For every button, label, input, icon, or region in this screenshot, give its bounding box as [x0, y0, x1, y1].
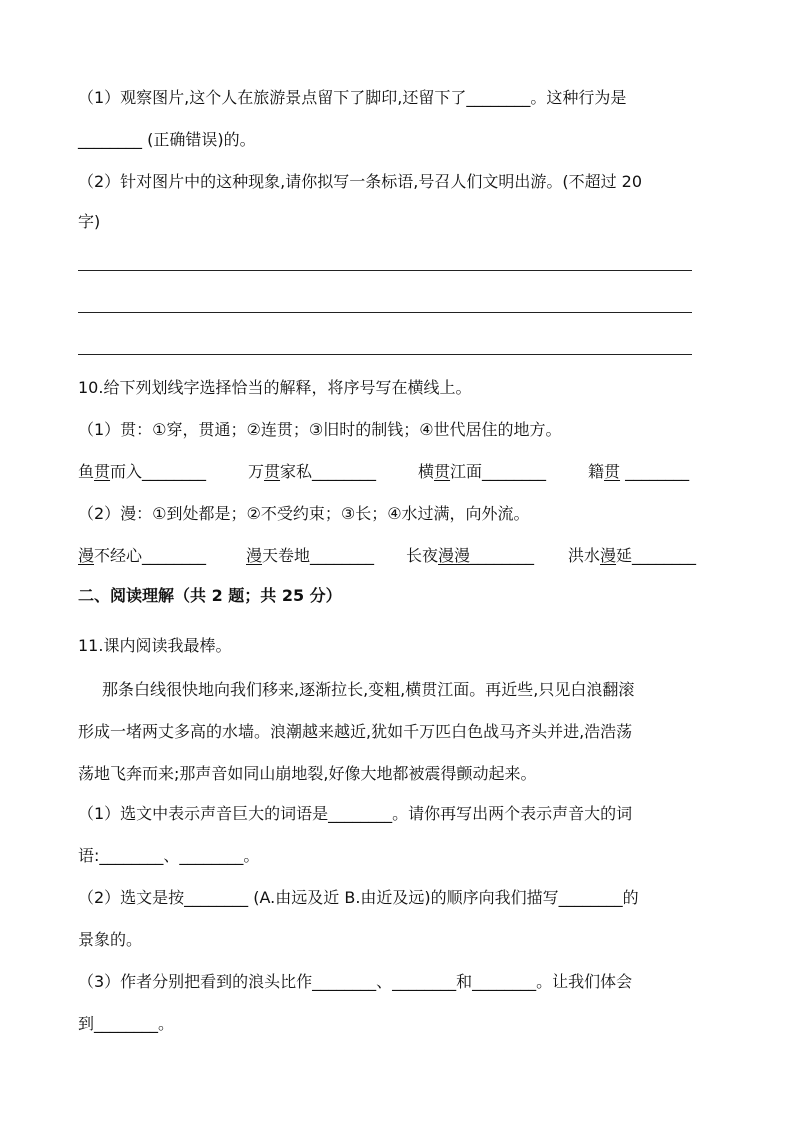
question-10-title: 10.给下列划线字选择恰当的解释，将序号写在横线上。 [78, 378, 472, 397]
item-suffix: ________ [470, 546, 535, 565]
underlined-char: 贯 [604, 462, 621, 481]
underlined-char: 漫 [246, 546, 263, 565]
item-prefix: 横 [418, 462, 435, 481]
underlined-char: 漫漫 [438, 546, 471, 565]
item-suffix: 家私________ [280, 462, 377, 481]
item-prefix: 万 [248, 462, 265, 481]
question-9-2-line-2: 字) [78, 212, 101, 231]
underlined-char: 贯 [264, 462, 281, 481]
item-suffix: 延________ [616, 546, 697, 565]
item-suffix: 不经心________ [94, 546, 207, 565]
question-10-2-item [78, 546, 206, 566]
question-11-1-line-1: （1）选文中表示声音巨大的词语是________。请你再写出两个表示声音大的词 [78, 804, 633, 823]
underlined-char: 贯 [94, 462, 111, 481]
underlined-char: 漫 [600, 546, 617, 565]
passage-line-3: 荡地飞奔而来;那声音如同山崩地裂,好像大地都被震得颤动起来。 [78, 764, 537, 783]
item-prefix: 洪水 [568, 546, 601, 565]
question-9-2-line-1: （2）针对图片中的这种现象,请你拟写一条标语,号召人们文明出游。(不超过 20 [78, 172, 643, 191]
question-10-1-item [78, 462, 206, 482]
question-11-1-line-2: 语:________、________。 [78, 846, 260, 865]
section-2-heading: 二、阅读理解（共 2 题；共 25 分） [78, 586, 342, 605]
question-11-2-line-2: 景象的。 [78, 930, 143, 949]
answer-line-2[interactable] [78, 312, 692, 313]
question-9-1-line-1: （1）观察图片,这个人在旅游景点留下了脚印,还留下了________。这种行为是 [78, 88, 627, 107]
question-10-2-item [246, 546, 374, 566]
item-suffix: 天卷地________ [262, 546, 375, 565]
question-11-3-line-1: （3）作者分别把看到的浪头比作________、________和________。让我们体会 [78, 972, 633, 991]
underlined-char: 漫 [78, 546, 95, 565]
question-10-1-item [588, 462, 689, 482]
question-10-2-definitions: （2）漫：①到处都是；②不受约束；③长；④水过满，向外流。 [78, 504, 530, 523]
question-11-3-line-2: 到________。 [78, 1014, 175, 1033]
question-11-title: 11.课内阅读我最棒。 [78, 636, 232, 655]
item-prefix: 鱼 [78, 462, 95, 481]
item-prefix: 籍 [588, 462, 605, 481]
passage-line-2: 形成一堵两丈多高的水墙。浪潮越来越近,犹如千万匹白色战马齐头并进,浩浩荡 [78, 722, 633, 741]
item-suffix: 江面________ [450, 462, 547, 481]
passage-line-1: 那条白线很快地向我们移来,逐渐拉长,变粗,横贯江面。再近些,只见白浪翻滚 [102, 680, 635, 699]
answer-line-3[interactable] [78, 354, 692, 355]
item-suffix: 而入________ [110, 462, 207, 481]
question-10-2-item [568, 546, 696, 566]
underlined-char: 贯 [434, 462, 451, 481]
question-11-2-line-1: （2）选文是按________ (A.由远及近 B.由近及远)的顺序向我们描写________的 [78, 888, 639, 907]
question-9-1-line-2: ________ (正确错误)的。 [78, 130, 256, 149]
item-prefix: 长夜 [406, 546, 439, 565]
answer-line-1[interactable] [78, 270, 692, 271]
question-10-1-definitions: （1）贯：①穿，贯通；②连贯；③旧时的制钱；④世代居住的地方。 [78, 420, 562, 439]
item-suffix: ________ [620, 462, 690, 481]
question-10-1-item [418, 462, 546, 482]
question-10-2-item [406, 546, 534, 566]
question-10-1-item [248, 462, 376, 482]
